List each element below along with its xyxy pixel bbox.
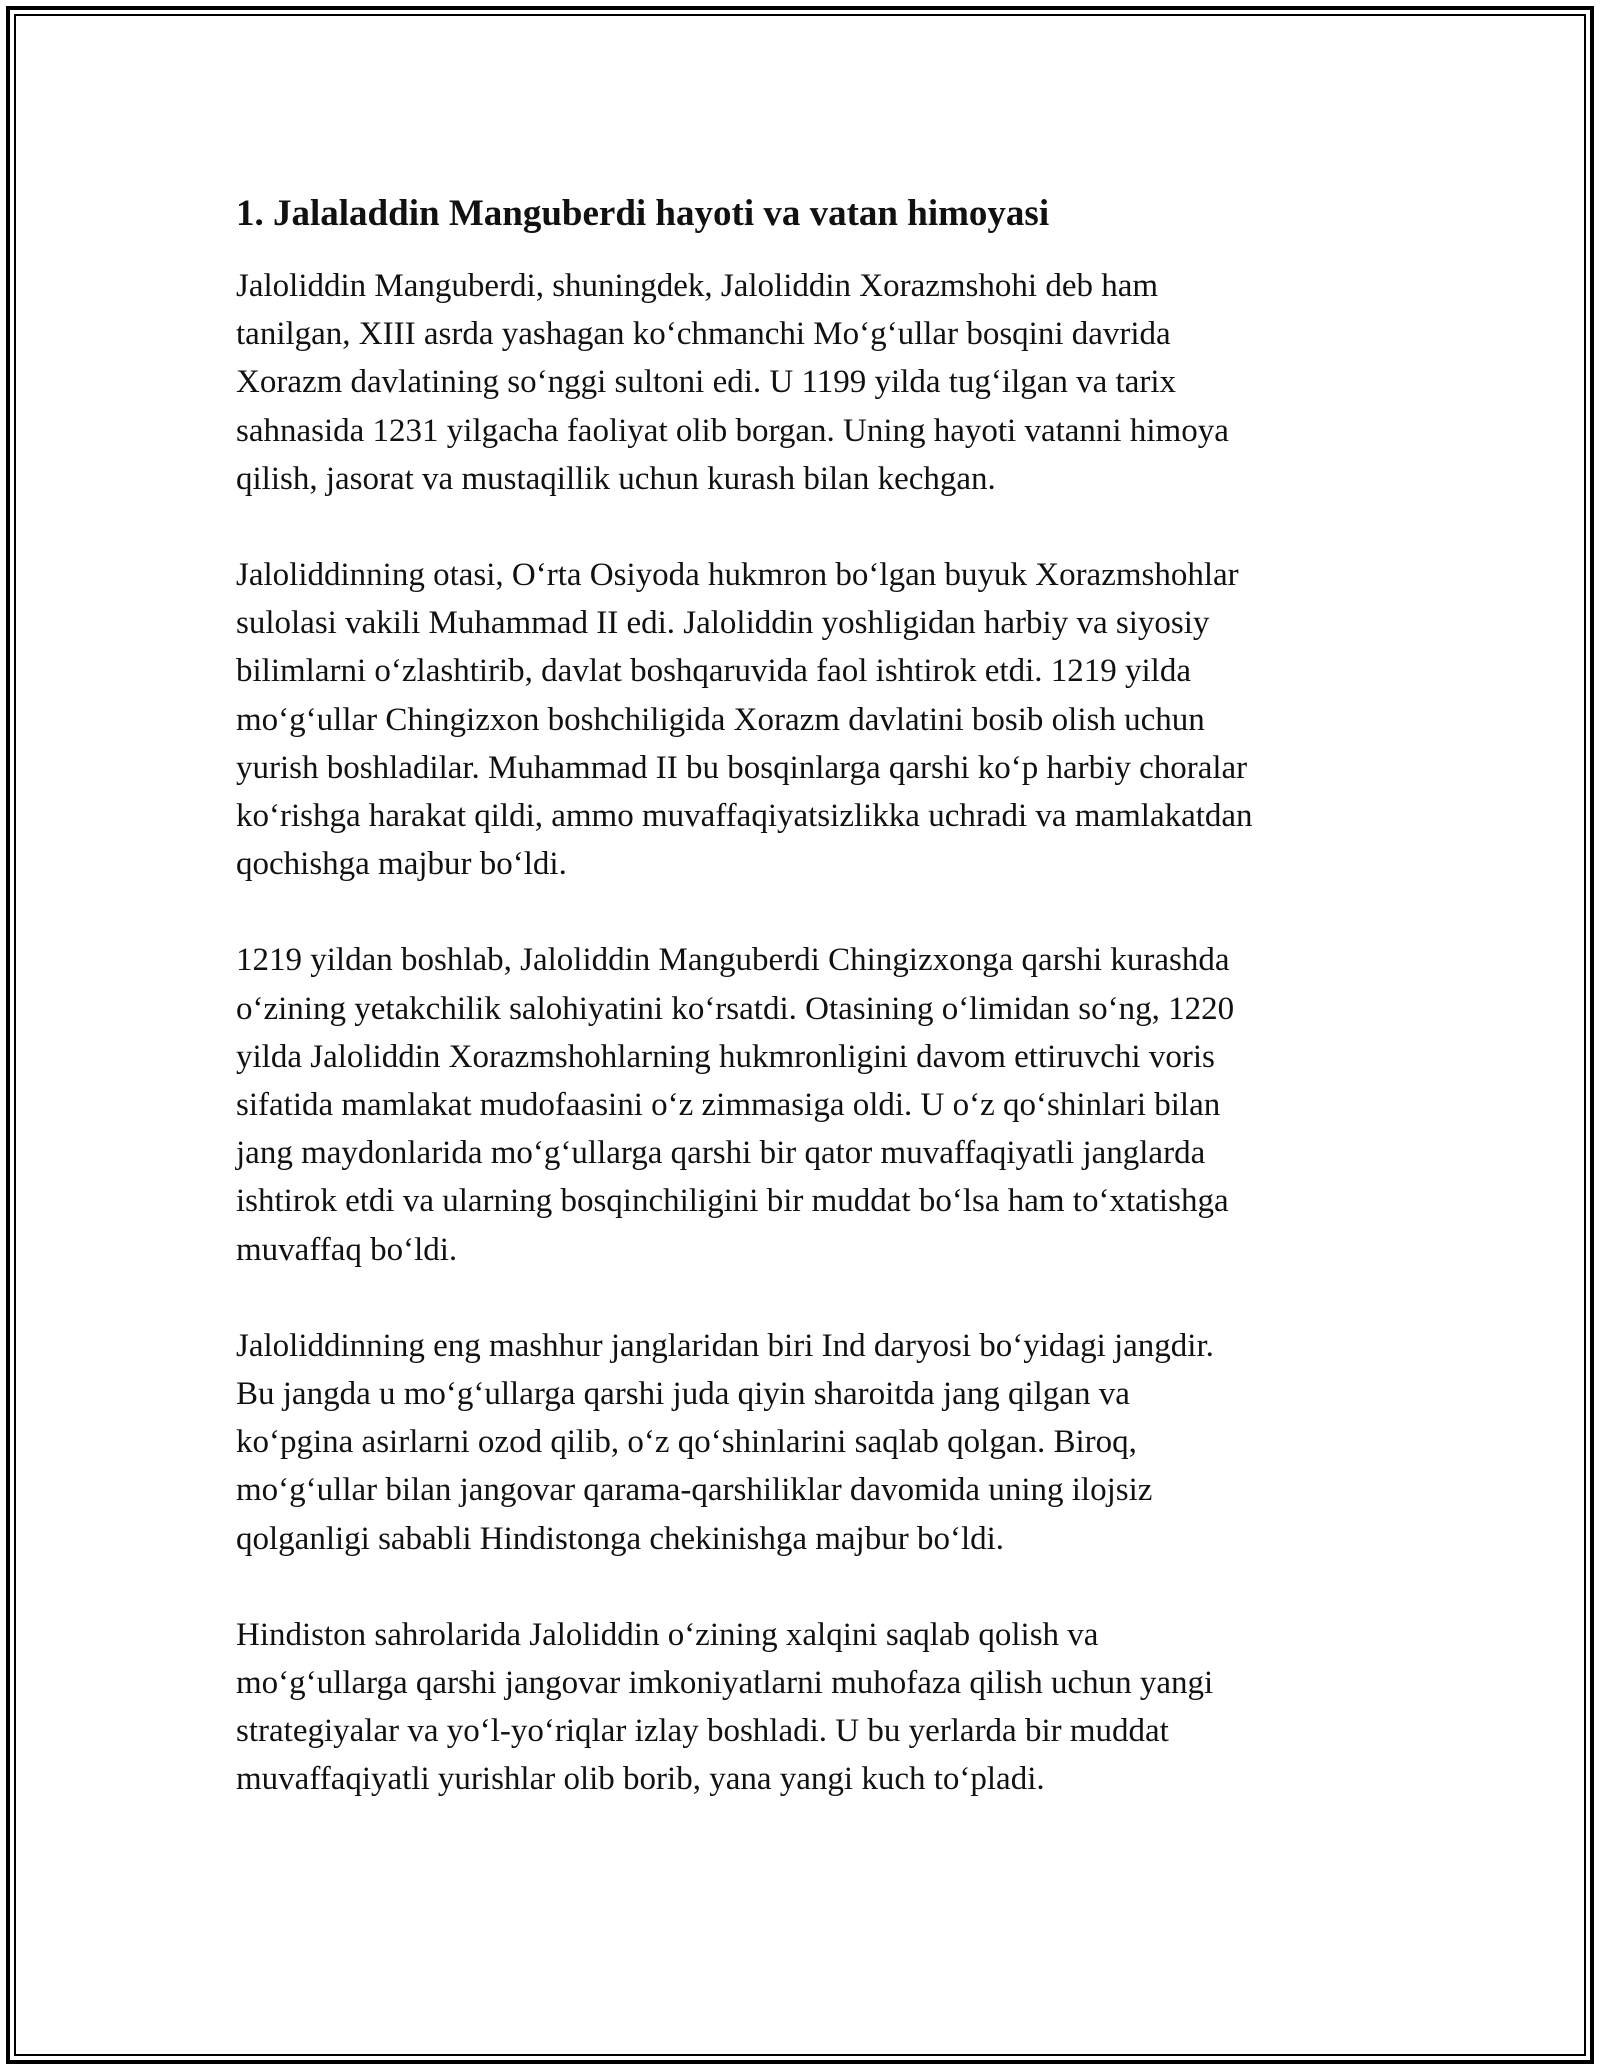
- paragraph-line: sulolasi vakili Muhammad II edi. Jaloliddin yoshligidan harbiy va siyosiy: [236, 605, 1210, 642]
- paragraph-line: qilish, jasorat va mustaqillik uchun kurash bilan kechgan.: [236, 460, 996, 497]
- document-title: 1. Jalaladdin Manguberdi hayoti va vatan himoyasi: [236, 193, 1050, 234]
- paragraph-1: [236, 262, 1376, 503]
- paragraph-line: strategiyalar va yoʻl-yoʻriqlar izlay boshladi. U bu yerlarda bir muddat: [236, 1713, 1169, 1750]
- paragraph-line: Hindiston sahrolarida Jaloliddin oʻzining xalqini saqlab qolish va: [236, 1616, 1099, 1653]
- paragraph-line: moʻgʻullar Chingizxon boshchiligida Xorazm davlatini bosib olish uchun: [236, 701, 1205, 738]
- paragraph-4: [236, 1322, 1376, 1563]
- paragraph-line: sahnasida 1231 yilgacha faoliyat olib borgan. Uning hayoti vatanni himoya: [236, 412, 1229, 449]
- paragraph-line: Jaloliddin Manguberdi, shuningdek, Jaloliddin Xorazmshohi deb ham: [236, 268, 1159, 304]
- paragraph-line: moʻgʻullarga qarshi jangovar imkoniyatlarni muhofaza qilish uchun yangi: [236, 1665, 1214, 1702]
- paragraph-line: muvaffaq boʻldi.: [236, 1231, 458, 1268]
- paragraph-5: [236, 1611, 1376, 1804]
- paragraph-line: yurish boshladilar. Muhammad II bu bosqinlarga qarshi koʻp harbiy choralar: [236, 749, 1248, 786]
- document-body: [236, 188, 1376, 1852]
- paragraph-line: muvaffaqiyatli yurishlar olib borib, yana yangi kuch toʻpladi.: [236, 1761, 1045, 1798]
- paragraph-line: yilda Jaloliddin Xorazmshohlarning hukmronligini davom ettiruvchi voris: [236, 1038, 1215, 1075]
- paragraph-line: qolganligi sababli Hindistonga chekinishga majbur boʻldi.: [236, 1520, 1005, 1557]
- paragraph-3: [236, 936, 1376, 1273]
- paragraph-line: Jaloliddinning eng mashhur janglaridan biri Ind daryosi boʻyidagi jangdir.: [236, 1327, 1214, 1364]
- paragraph-line: moʻgʻullar bilan jangovar qarama-qarshiliklar davomida uning ilojsiz: [236, 1472, 1153, 1509]
- paragraph-line: qochishga majbur boʻldi.: [236, 846, 567, 883]
- paragraph-2: [236, 551, 1376, 888]
- paragraph-line: sifatida mamlakat mudofaasini oʻz zimmasiga oldi. U oʻz qoʻshinlari bilan: [236, 1087, 1221, 1124]
- paragraph-line: Bu jangda u moʻgʻullarga qarshi juda qiyin sharoitda jang qilgan va: [236, 1376, 1130, 1413]
- paragraph-line: bilimlarni oʻzlashtirib, davlat boshqaruvida faol ishtirok etdi. 1219 yilda: [236, 653, 1191, 690]
- paragraph-line: 1219 yildan boshlab, Jaloliddin Manguberdi Chingizxonga qarshi kurashda: [236, 942, 1230, 979]
- paragraph-line: koʻpgina asirlarni ozod qilib, oʻz qoʻshinlarini saqlab qolgan. Biroq,: [236, 1424, 1137, 1461]
- paragraph-line: jang maydonlarida moʻgʻullarga qarshi bir qator muvaffaqiyatli janglarda: [236, 1135, 1206, 1172]
- paragraph-line: ishtirok etdi va ularning bosqinchiligini bir muddat boʻlsa ham toʻxtatishga: [236, 1183, 1229, 1220]
- paragraph-line: Xorazm davlatining soʻnggi sultoni edi. U 1199 yilda tugʻilgan va tarix: [236, 364, 1177, 401]
- paragraph-line: koʻrishga harakat qildi, ammo muvaffaqiyatsizlikka uchradi va mamlakatdan: [236, 798, 1253, 835]
- paragraph-line: Jaloliddinning otasi, Oʻrta Osiyoda hukmron boʻlgan buyuk Xorazmshohlar: [236, 557, 1239, 594]
- paragraph-line: oʻzining yetakchilik salohiyatini koʻrsatdi. Otasining oʻlimidan soʻng, 1220: [236, 990, 1235, 1027]
- paragraph-list: [236, 262, 1376, 1804]
- paragraph-line: tanilgan, XIII asrda yashagan koʻchmanchi Moʻgʻullar bosqini davrida: [236, 316, 1171, 353]
